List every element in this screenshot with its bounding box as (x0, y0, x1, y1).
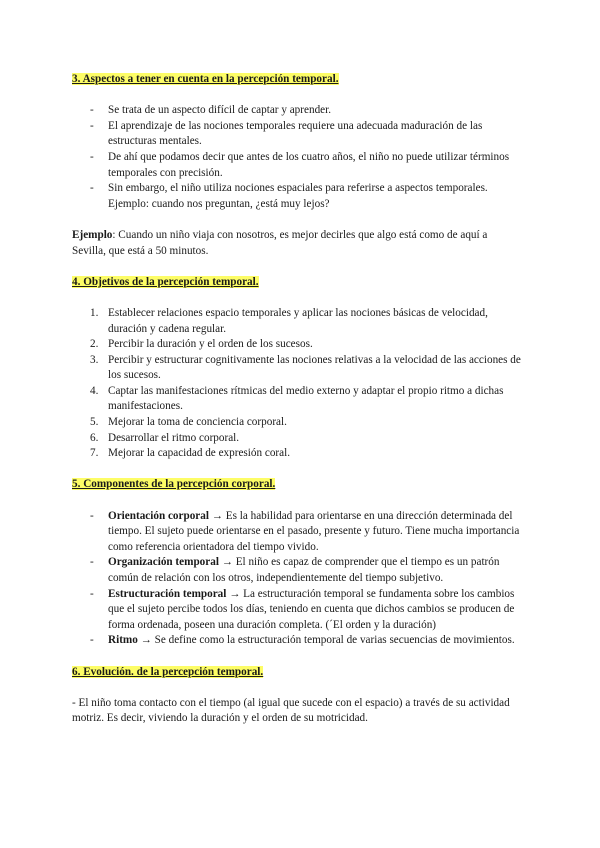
list-item: - Ritmo → Se define como la estructuración temporal de varias secuencias de movimientos. (72, 633, 524, 649)
list-item: 7. Mejorar la capacidad de expresión coral. (90, 447, 291, 460)
list-item: 3. Percibir y estructurar cognitivamente las nociones relativas a la velocidad de las acciones de los sucesos. (90, 353, 521, 382)
example-paragraph (72, 228, 524, 259)
list-item: 4. Captar las manifestaciones rítmicas del medio externo y adaptar el propio ritmo a dichas manifestaciones. (90, 384, 504, 413)
section-5-heading: 5. Componentes de la percepción corporal. (72, 478, 276, 491)
section-4-heading: 4. Objetivos de la percepción temporal. (72, 275, 259, 288)
list-item: - Se trata de un aspecto difícil de captar y aprender. (72, 103, 524, 119)
section-6-paragraph: - El niño toma contacto con el tiempo (al igual que sucede con el espacio) a través de su actividad motriz. Es decir, viviendo la duración y el orden de su motricidad. (72, 696, 510, 725)
list-item: 1. Establecer relaciones espacio temporales y aplicar las nociones básicas de velocidad, duración y cadena regular. (90, 306, 488, 335)
section-4-list (72, 306, 524, 462)
term: Orientación corporal (108, 509, 209, 522)
list-item: - Sin embargo, el niño utiliza nociones espaciales para referirse a aspectos temporales. Ejemplo: cuando nos preguntan, ¿está muy lejos? (72, 181, 524, 212)
term: Estructuración temporal (108, 587, 227, 600)
list-item: 5. Mejorar la toma de conciencia corporal. (90, 416, 287, 429)
term: Organización temporal (108, 556, 219, 569)
list-item: - De ahí que podamos decir que antes de los cuatro años, el niño no puede utilizar términos temporales con precisión. (72, 150, 524, 181)
list-item: 2. Percibir la duración y el orden de los sucesos. (90, 338, 313, 351)
section-3-heading: 3. Aspectos a tener en cuenta en la percepción temporal. (72, 73, 339, 85)
list-item: 6. Desarrollar el ritmo corporal. (90, 431, 240, 444)
list-item: - Estructuración temporal → La estructuración temporal se fundamenta sobre los cambios que el sujeto percibe todos los días, teniendo en cuenta que dichos cambios se producen de forma ordenada, poseen una duración completa. (´El orden y la duración) (72, 587, 524, 634)
example-text: : Cuando un niño viaja con nosotros, es mejor decirles que algo está como de aquí a Sevilla, que está a 50 minutos. (72, 228, 488, 257)
section-3-list (72, 103, 524, 212)
term: Ritmo (108, 634, 138, 647)
list-item: - El aprendizaje de las nociones temporales requiere una adecuada maduración de las estructuras mentales. (72, 119, 524, 150)
document-page (72, 72, 524, 727)
list-item: - Organización temporal → El niño es capaz de comprender que el tiempo es un patrón común de relación con los otros, independientemente del tiempo subjetivo. (72, 555, 524, 586)
section-6-heading: 6. Evolución. de la percepción temporal. (72, 665, 264, 678)
section-5-list (72, 509, 524, 649)
example-label: Ejemplo (72, 228, 113, 241)
list-item: - Orientación corporal → Es la habilidad para orientarse en una dirección determinada del tiempo. El sujeto puede orientarse en el pasado, presente y futuro. Tiene mucha importancia como referencia orientadora del tiempo vivido. (72, 509, 524, 556)
